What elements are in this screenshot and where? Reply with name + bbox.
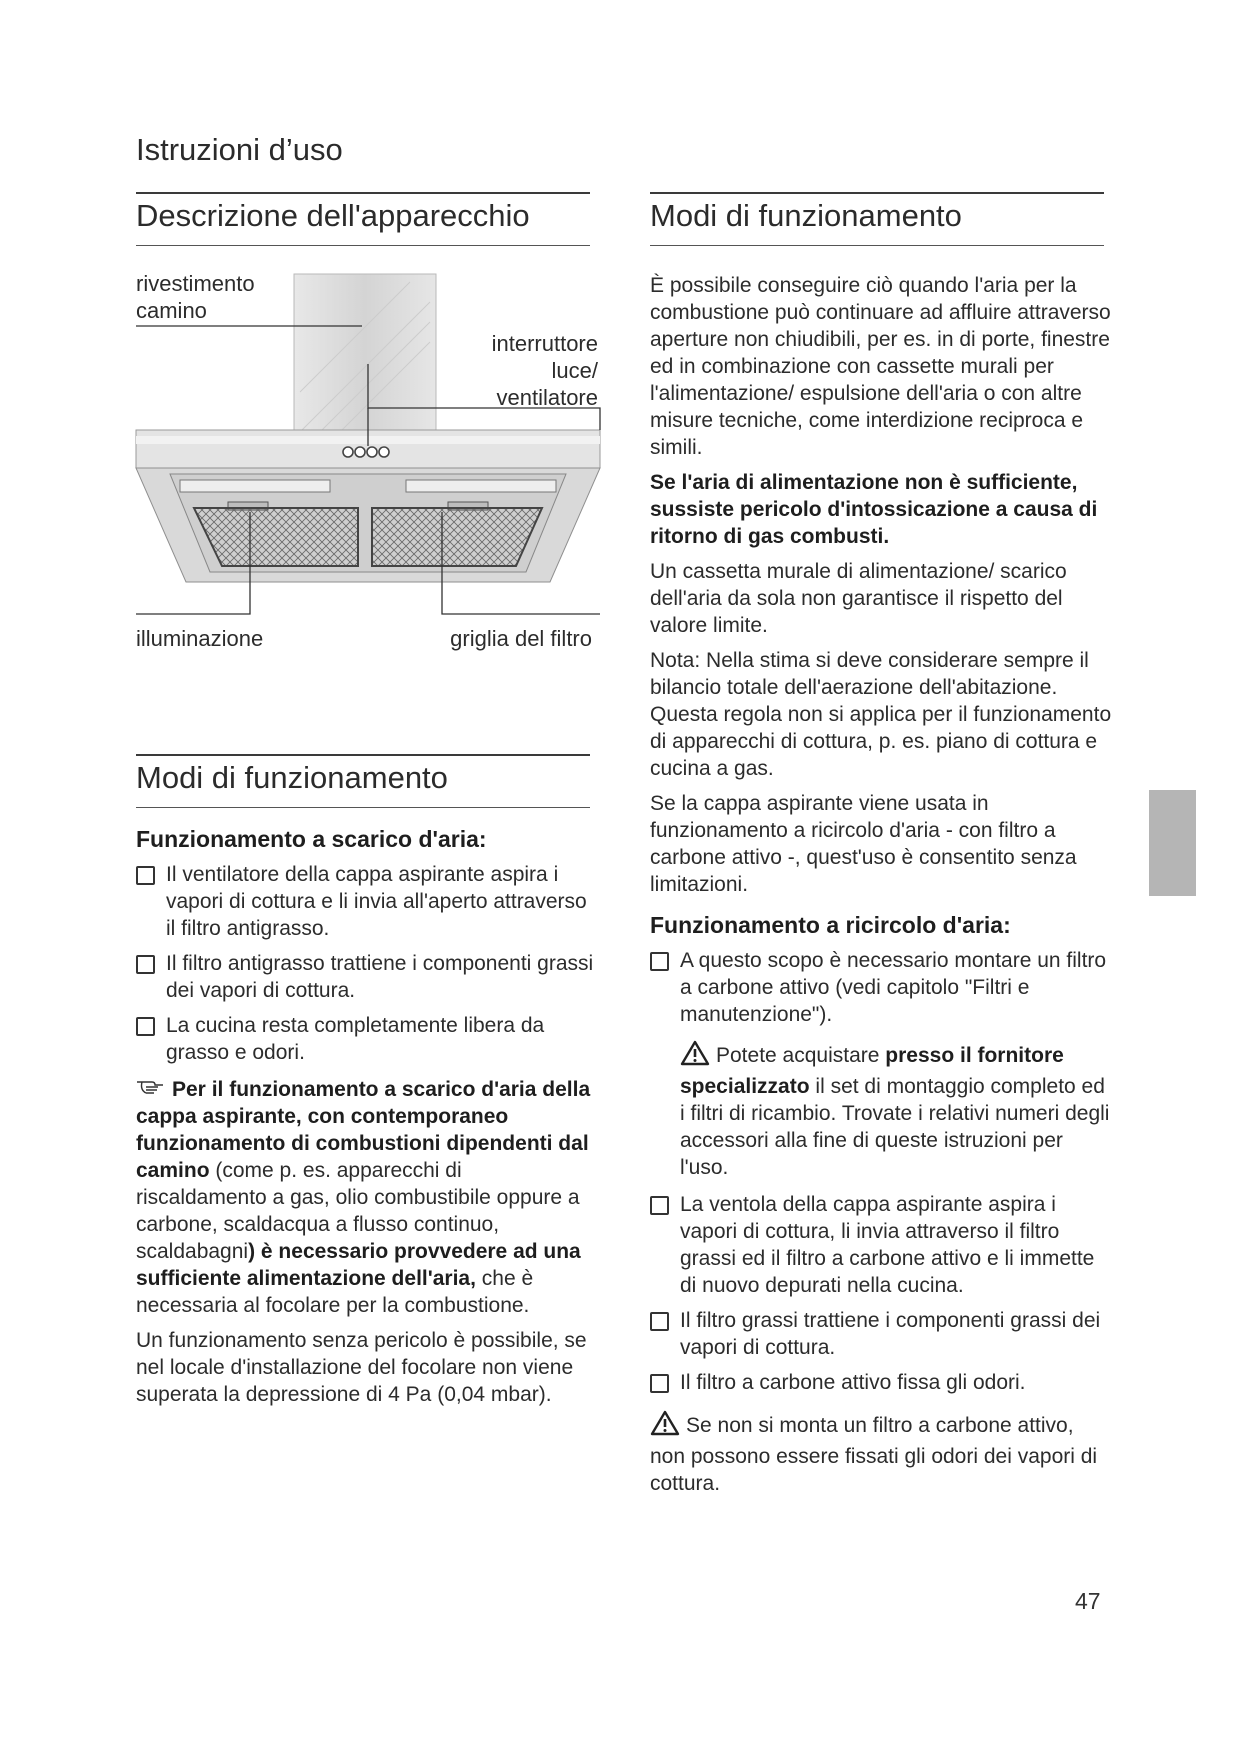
paragraph: Un funzionamento senza pericolo è possibile, se nel locale d'installazione del focolare non viene superata la depressione di 4 Pa (0,04 mbar). [136,1329,587,1406]
subheading-recirculation-mode: Funzionamento a ricircolo d'aria: [650,912,1011,938]
paragraph: È possibile conseguire ciò quando l'aria per la combustione può continuare ad affluire attraverso aperture non chiudibili, per es. in di porte, finestre ed in combinazione con cassette murali per l'alimentazione/ espulsione dell'aria o con altre misure tecniche, come interdizione reciproca e simili. [650,274,1111,459]
page-number: 47 [1075,1588,1101,1614]
label-chimney-cover: rivestimento camino [136,271,255,323]
list-item: La cucina resta completamente libera da grasso e odori. [136,1012,596,1066]
label-lighting: illuminazione [136,626,264,651]
section-title-right: Modi di funzionamento [650,198,962,233]
checkbox-bullet-icon [136,1017,155,1036]
warning-note: Se non si monta un filtro a carbone attivo, non possono essere fissati gli odori dei vapori di cottura. [650,1410,1112,1497]
section-rule-bottom [136,245,590,246]
paragraph: Se la cappa aspirante viene usata in funzionamento a ricircolo d'aria - con filtro a carbone attivo -, quest'uso è consentito senza limitazioni. [650,792,1077,896]
control-button [367,447,377,457]
right-column-text [650,272,1112,1505]
pointing-hand-icon [136,1074,166,1101]
section-title-operation-modes: Modi di funzionamento [136,760,448,795]
label-switch: interruttore luce/ ventilatore [491,331,598,410]
warning-paragraph: Se l'aria di alimentazione non è sufficiente, sussiste pericolo d'intossicazione a causa di ritorno di gas combusti. [650,471,1098,548]
checkbox-bullet-icon [650,1374,669,1393]
list-item: Il filtro antigrasso trattiene i componenti grassi dei vapori di cottura. [136,950,596,1004]
control-button [343,447,353,457]
paragraph: Un cassetta murale di alimentazione/ scarico dell'aria da sola non garantisce il rispetto del valore limite. [650,560,1067,637]
section-rule-top [136,192,590,194]
chapter-thumb-tab [1149,790,1196,896]
list-item: Il filtro grassi trattiene i componenti grassi dei vapori di cottura. [650,1307,1112,1361]
paragraph: Nota: Nella stima si deve considerare sempre il bilancio totale dell'aerazione dell'abitazione. Questa regola non si applica per il funzionamento di apparecchi di cottura, p. es. piano di cottura e cucina a gas. [650,649,1112,780]
warning-triangle-icon [650,1410,680,1443]
warning-note: Potete acquistare presso il fornitore specializzato il set di montaggio completo ed i filtri di ricambio. Trovate i relativi numeri degli accessori alla fine di queste istruzioni per l'uso. [650,1040,1112,1181]
list-item: Il ventilatore della cappa aspirante aspira i vapori di cottura e li invia all'aperto attraverso il filtro antigrasso. [136,861,596,942]
checkbox-bullet-icon [650,1196,669,1215]
list-item: A questo scopo è necessario montare un filtro a carbone attivo (vedi capitolo "Filtri e manutenzione"). [650,947,1112,1028]
document-title: Istruzioni d’uso [136,132,343,167]
label-filter-grid: griglia del filtro [450,626,592,651]
checkbox-bullet-icon [650,1312,669,1331]
section-rule-bottom [136,807,590,808]
control-button [379,447,389,457]
section-rule-bottom [650,245,1104,246]
left-column-text [136,826,596,1416]
warning-triangle-icon [680,1040,710,1073]
pointing-hand-note: Per il funzionamento a scarico d'aria della cappa aspirante, con contemporaneo funzionamento di combustioni dipendenti dal camino (come p. es. apparecchi di riscaldamento a gas, olio combustibile oppure a carbone, scaldacqua a flusso continuo, scaldabagni) è necessario provvedere ad una sufficiente alimentazione dell'aria, che è necessaria al focolare per la combustione. [136,1074,596,1319]
list-item: Il filtro a carbone attivo fissa gli odori. [650,1369,1112,1396]
checkbox-bullet-icon [136,866,155,885]
control-button [355,447,365,457]
section-title-description: Descrizione dell'apparecchio [136,198,530,233]
subheading-exhaust-mode: Funzionamento a scarico d'aria: [136,826,487,852]
section-rule-top [136,754,590,756]
list-item: La ventola della cappa aspirante aspira i vapori di cottura, li invia attraverso il filtro grassi ed il filtro a carbone attivo e li immette di nuovo depurati nella cucina. [650,1191,1112,1299]
section-rule-top [650,192,1104,194]
checkbox-bullet-icon [650,952,669,971]
checkbox-bullet-icon [136,955,155,974]
